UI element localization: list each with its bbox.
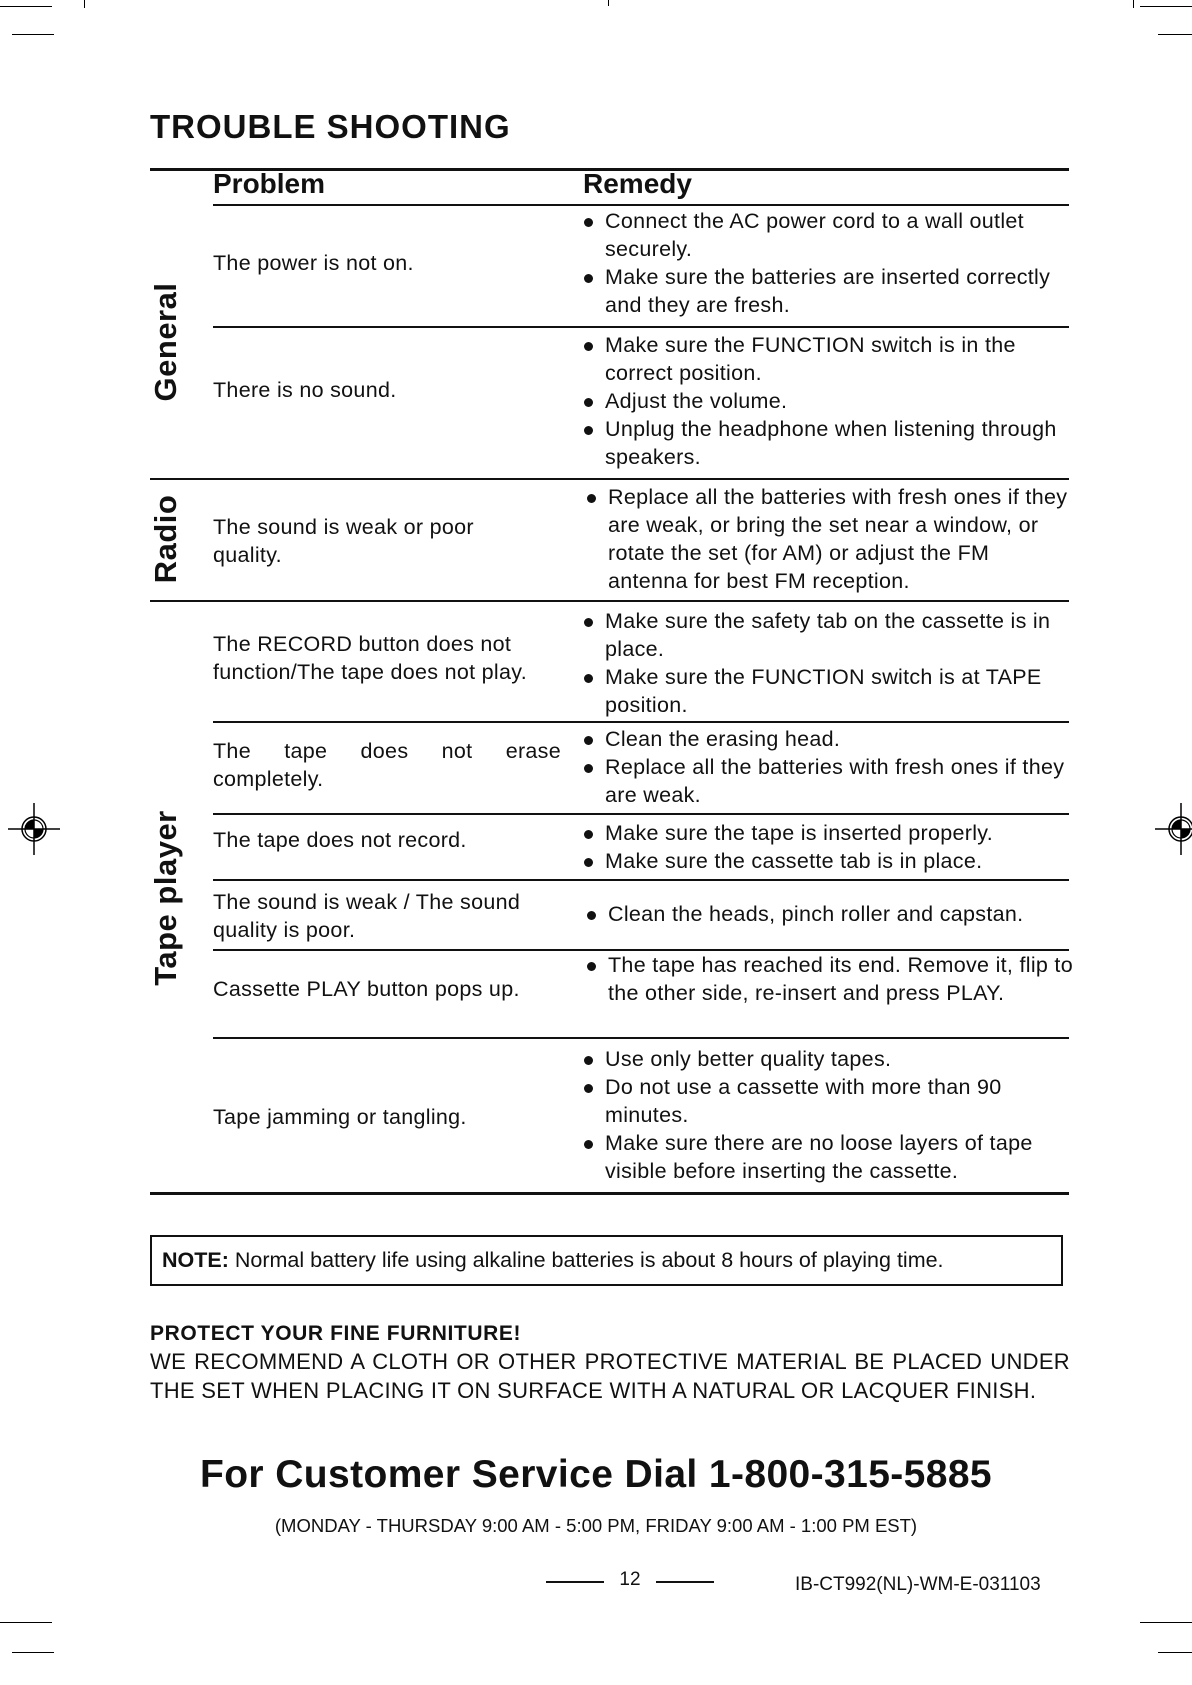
crop-mark	[0, 1622, 52, 1623]
bullet-icon	[584, 674, 593, 683]
remedy-text: Do not use a cassette with more than 90 minutes.	[605, 1075, 1002, 1127]
remedy-text: Make sure the cassette tab is in place.	[605, 849, 983, 873]
remedy-text: Make sure the safety tab on the cassette is in place.	[605, 609, 1051, 661]
remedy-list	[583, 951, 1073, 1007]
bullet-icon	[584, 1140, 593, 1149]
crop-mark	[1158, 1652, 1192, 1653]
header-rule	[213, 204, 1069, 206]
remedy-text: Clean the erasing head.	[605, 727, 841, 751]
remedy-item	[580, 663, 1070, 719]
remedy-item	[580, 415, 1070, 471]
bullet-icon	[584, 618, 593, 627]
row-divider	[213, 879, 1069, 881]
problem-line: completely.	[213, 767, 324, 791]
crop-mark	[0, 6, 52, 7]
crop-mark	[12, 1652, 54, 1653]
remedy-text: The tape has reached its end. Remove it, flip to the other side, re-insert and press PLAY.	[608, 953, 1073, 1005]
remedy-list	[583, 483, 1073, 595]
bullet-icon	[584, 1056, 593, 1065]
remedy-list	[580, 207, 1070, 319]
remedy-item	[580, 753, 1070, 809]
remedy-item	[580, 207, 1070, 263]
bullet-icon	[584, 218, 593, 227]
remedy-text: Make sure the FUNCTION switch is at TAPE position.	[605, 665, 1042, 717]
row-divider	[213, 1037, 1069, 1039]
page-number-rule	[546, 1581, 604, 1583]
page-number: 12	[619, 1569, 641, 1590]
remedy-text: Make sure there are no loose layers of tape visible before inserting the cassette.	[605, 1131, 1033, 1183]
bullet-icon	[587, 911, 596, 920]
remedy-text: Make sure the tape is inserted properly.	[605, 821, 994, 845]
table-bottom-rule	[150, 1192, 1069, 1195]
problem-cell: Cassette PLAY button pops up.	[213, 977, 520, 1001]
crop-mark	[1140, 1622, 1192, 1623]
remedy-text: Unplug the headphone when listening through speakers.	[605, 417, 1057, 469]
crop-mark	[12, 34, 54, 35]
protect-text: WE RECOMMEND A CLOTH OR OTHER PROTECTIVE MATERIAL BE PLACED UNDER THE SET WHEN PLACING IT ON SURFACE WITH A NATURAL OR LACQUER FINISH.	[150, 1349, 1070, 1403]
remedy-text: Connect the AC power cord to a wall outlet securely.	[605, 209, 1024, 261]
remedy-item	[580, 1045, 1070, 1073]
remedy-list	[580, 331, 1070, 471]
note-text: Normal battery life using alkaline batteries is about 8 hours of playing time.	[228, 1248, 944, 1272]
bullet-icon	[584, 1084, 593, 1093]
remedy-list	[580, 1045, 1070, 1185]
row-divider	[213, 721, 1069, 723]
crop-mark	[1158, 34, 1192, 35]
remedy-item	[580, 1129, 1070, 1185]
document-code: IB-CT992(NL)-WM-E-031103	[795, 1574, 1041, 1595]
remedy-text: Adjust the volume.	[605, 389, 788, 413]
remedy-item	[583, 483, 1073, 595]
category-label-radio: Radio	[148, 494, 183, 584]
row-divider	[213, 813, 1069, 815]
customer-service-hours: (MONDAY - THURSDAY 9:00 AM - 5:00 PM, FRIDAY 9:00 AM - 1:00 PM EST)	[274, 1515, 918, 1536]
problem-cell: The sound is weak or poor quality.	[213, 515, 474, 567]
remedy-item	[583, 900, 1073, 928]
bullet-icon	[584, 398, 593, 407]
remedy-text: Make sure the batteries are inserted correctly and they are fresh.	[605, 265, 1051, 317]
row-divider	[213, 326, 1069, 328]
note-box	[150, 1235, 1063, 1286]
bullet-icon	[584, 342, 593, 351]
remedy-item	[580, 263, 1070, 319]
customer-service-line: For Customer Service Dial 1-800-315-5885	[199, 1453, 993, 1496]
remedy-text: Clean the heads, pinch roller and capstan.	[608, 902, 1024, 926]
bullet-icon	[587, 494, 596, 503]
crop-mark	[1140, 6, 1192, 7]
remedy-text: Make sure the FUNCTION switch is in the correct position.	[605, 333, 1016, 385]
registration-mark-icon	[1155, 803, 1192, 855]
bullet-icon	[584, 830, 593, 839]
protect-heading: PROTECT YOUR FINE FURNITURE!	[150, 1322, 522, 1345]
problem-cell	[213, 737, 561, 793]
bullet-icon	[584, 736, 593, 745]
remedy-item	[580, 607, 1070, 663]
page-title: TROUBLE SHOOTING	[150, 108, 511, 145]
page-number-rule	[656, 1581, 714, 1583]
remedy-list	[580, 607, 1070, 719]
problem-cell: The RECORD button does not function/The tape does not play.	[213, 632, 527, 684]
remedy-item	[580, 1073, 1070, 1129]
category-divider	[150, 478, 1069, 480]
column-header-problem: Problem	[213, 168, 326, 199]
registration-mark-icon	[8, 803, 60, 855]
remedy-text: Replace all the batteries with fresh ones if they are weak, or bring the set near a window, or rotate the set (for AM) or adjust the FM antenna for best FM reception.	[608, 485, 1068, 593]
crop-mark	[608, 0, 609, 6]
crop-mark	[1133, 0, 1134, 8]
remedy-item	[580, 331, 1070, 387]
remedy-item	[580, 819, 1070, 847]
problem-cell: Tape jamming or tangling.	[213, 1105, 467, 1129]
bullet-icon	[584, 426, 593, 435]
remedy-item	[580, 387, 1070, 415]
remedy-item	[580, 725, 1070, 753]
remedy-list	[583, 900, 1073, 928]
crop-mark	[84, 0, 85, 8]
bullet-icon	[584, 764, 593, 773]
column-header-remedy: Remedy	[583, 168, 692, 199]
category-divider	[150, 600, 1069, 602]
remedy-text: Replace all the batteries with fresh ones if they are weak.	[605, 755, 1065, 807]
problem-cell: There is no sound.	[213, 378, 397, 402]
problem-cell: The sound is weak / The sound quality is poor.	[213, 890, 521, 942]
bullet-icon	[584, 858, 593, 867]
remedy-list	[580, 725, 1070, 809]
problem-cell: The power is not on.	[213, 251, 414, 275]
remedy-list	[580, 819, 1070, 875]
remedy-text: Use only better quality tapes.	[605, 1047, 892, 1071]
problem-line: The tape does not erase	[213, 739, 561, 763]
category-label-general: General	[148, 282, 183, 402]
category-label-tape-player: Tape player	[148, 810, 183, 986]
bullet-icon	[584, 274, 593, 283]
bullet-icon	[587, 962, 596, 971]
note-label: NOTE:	[162, 1248, 229, 1272]
remedy-item	[583, 951, 1073, 1007]
remedy-item	[580, 847, 1070, 875]
problem-cell: The tape does not record.	[213, 828, 467, 852]
